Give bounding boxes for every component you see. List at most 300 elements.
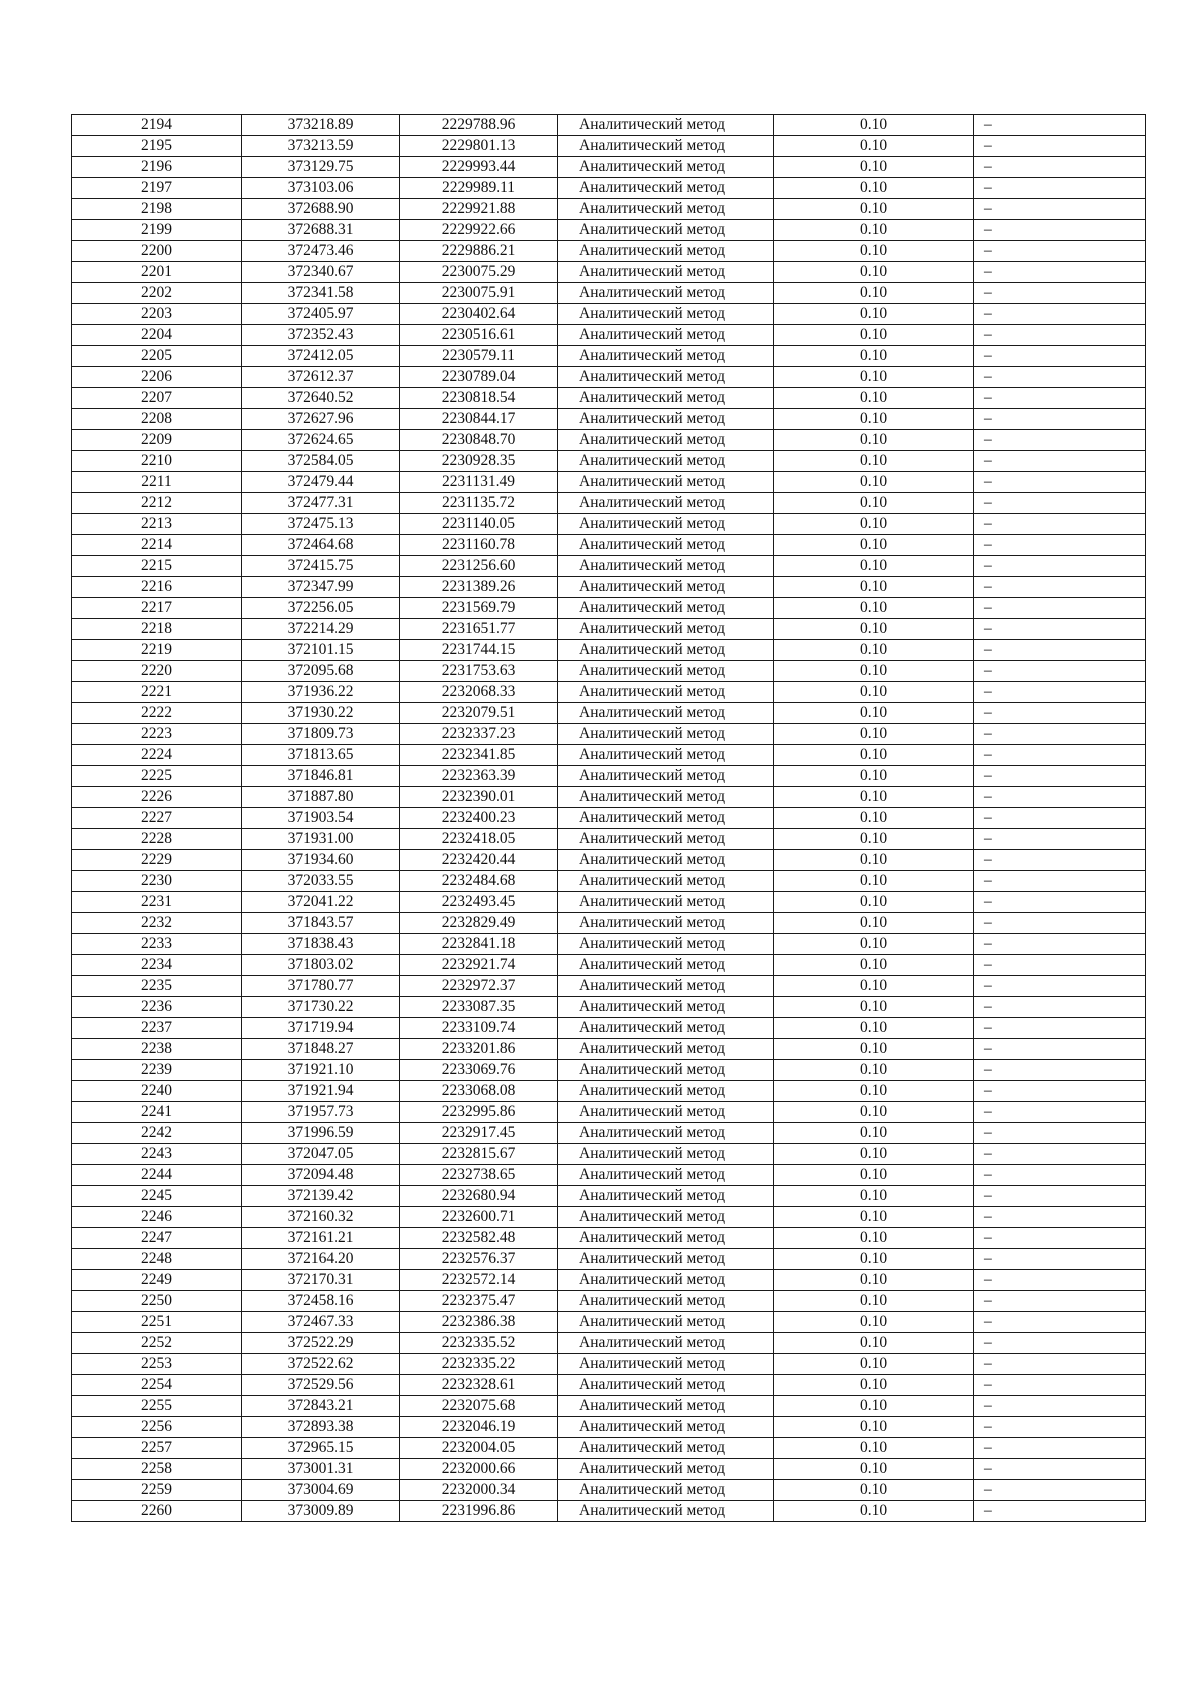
note-cell: – bbox=[974, 556, 1146, 577]
table-row bbox=[72, 1039, 1146, 1060]
table-row bbox=[72, 115, 1146, 136]
point-number-cell: 2211 bbox=[72, 472, 242, 493]
note-cell: – bbox=[974, 1312, 1146, 1333]
table-row bbox=[72, 178, 1146, 199]
y-coordinate-cell: 2230848.70 bbox=[400, 430, 558, 451]
x-coordinate-cell: 372347.99 bbox=[242, 577, 400, 598]
method-cell: Аналитический метод bbox=[558, 808, 774, 829]
table-row bbox=[72, 1501, 1146, 1522]
point-number-cell: 2254 bbox=[72, 1375, 242, 1396]
point-number-cell: 2233 bbox=[72, 934, 242, 955]
x-coordinate-cell: 372627.96 bbox=[242, 409, 400, 430]
note-cell: – bbox=[974, 1165, 1146, 1186]
table-row bbox=[72, 1144, 1146, 1165]
method-cell: Аналитический метод bbox=[558, 1165, 774, 1186]
table-row bbox=[72, 871, 1146, 892]
method-cell: Аналитический метод bbox=[558, 892, 774, 913]
table-row bbox=[72, 514, 1146, 535]
accuracy-cell: 0.10 bbox=[774, 283, 974, 304]
table-row bbox=[72, 1375, 1146, 1396]
x-coordinate-cell: 372843.21 bbox=[242, 1396, 400, 1417]
accuracy-cell: 0.10 bbox=[774, 1207, 974, 1228]
y-coordinate-cell: 2233069.76 bbox=[400, 1060, 558, 1081]
x-coordinate-cell: 372033.55 bbox=[242, 871, 400, 892]
method-cell: Аналитический метод bbox=[558, 1144, 774, 1165]
point-number-cell: 2246 bbox=[72, 1207, 242, 1228]
method-cell: Аналитический метод bbox=[558, 1102, 774, 1123]
table-row bbox=[72, 850, 1146, 871]
point-number-cell: 2239 bbox=[72, 1060, 242, 1081]
note-cell: – bbox=[974, 1417, 1146, 1438]
table-row bbox=[72, 1207, 1146, 1228]
accuracy-cell: 0.10 bbox=[774, 1144, 974, 1165]
table-row bbox=[72, 1480, 1146, 1501]
method-cell: Аналитический метод bbox=[558, 1018, 774, 1039]
accuracy-cell: 0.10 bbox=[774, 682, 974, 703]
point-number-cell: 2207 bbox=[72, 388, 242, 409]
note-cell: – bbox=[974, 1186, 1146, 1207]
point-number-cell: 2257 bbox=[72, 1438, 242, 1459]
table-row bbox=[72, 934, 1146, 955]
accuracy-cell: 0.10 bbox=[774, 1228, 974, 1249]
point-number-cell: 2198 bbox=[72, 199, 242, 220]
note-cell: – bbox=[974, 1291, 1146, 1312]
point-number-cell: 2240 bbox=[72, 1081, 242, 1102]
y-coordinate-cell: 2231744.15 bbox=[400, 640, 558, 661]
y-coordinate-cell: 2233087.35 bbox=[400, 997, 558, 1018]
accuracy-cell: 0.10 bbox=[774, 367, 974, 388]
y-coordinate-cell: 2233201.86 bbox=[400, 1039, 558, 1060]
note-cell: – bbox=[974, 871, 1146, 892]
method-cell: Аналитический метод bbox=[558, 997, 774, 1018]
table-row bbox=[72, 1228, 1146, 1249]
accuracy-cell: 0.10 bbox=[774, 199, 974, 220]
point-number-cell: 2201 bbox=[72, 262, 242, 283]
accuracy-cell: 0.10 bbox=[774, 472, 974, 493]
method-cell: Аналитический метод bbox=[558, 556, 774, 577]
method-cell: Аналитический метод bbox=[558, 220, 774, 241]
y-coordinate-cell: 2232680.94 bbox=[400, 1186, 558, 1207]
accuracy-cell: 0.10 bbox=[774, 1039, 974, 1060]
table-row bbox=[72, 535, 1146, 556]
point-number-cell: 2251 bbox=[72, 1312, 242, 1333]
method-cell: Аналитический метод bbox=[558, 1375, 774, 1396]
method-cell: Аналитический метод bbox=[558, 1459, 774, 1480]
note-cell: – bbox=[974, 913, 1146, 934]
method-cell: Аналитический метод bbox=[558, 1312, 774, 1333]
table-row bbox=[72, 1438, 1146, 1459]
method-cell: Аналитический метод bbox=[558, 1270, 774, 1291]
note-cell: – bbox=[974, 136, 1146, 157]
table-row bbox=[72, 409, 1146, 430]
x-coordinate-cell: 372965.15 bbox=[242, 1438, 400, 1459]
accuracy-cell: 0.10 bbox=[774, 871, 974, 892]
method-cell: Аналитический метод bbox=[558, 367, 774, 388]
table-row bbox=[72, 325, 1146, 346]
point-number-cell: 2236 bbox=[72, 997, 242, 1018]
y-coordinate-cell: 2231389.26 bbox=[400, 577, 558, 598]
method-cell: Аналитический метод bbox=[558, 724, 774, 745]
table-row bbox=[72, 1060, 1146, 1081]
x-coordinate-cell: 372095.68 bbox=[242, 661, 400, 682]
y-coordinate-cell: 2231131.49 bbox=[400, 472, 558, 493]
table-row bbox=[72, 1312, 1146, 1333]
method-cell: Аналитический метод bbox=[558, 1081, 774, 1102]
x-coordinate-cell: 371780.77 bbox=[242, 976, 400, 997]
accuracy-cell: 0.10 bbox=[774, 619, 974, 640]
note-cell: – bbox=[974, 1480, 1146, 1501]
point-number-cell: 2194 bbox=[72, 115, 242, 136]
x-coordinate-cell: 373009.89 bbox=[242, 1501, 400, 1522]
x-coordinate-cell: 372041.22 bbox=[242, 892, 400, 913]
y-coordinate-cell: 2232375.47 bbox=[400, 1291, 558, 1312]
note-cell: – bbox=[974, 241, 1146, 262]
point-number-cell: 2196 bbox=[72, 157, 242, 178]
table-row bbox=[72, 976, 1146, 997]
y-coordinate-cell: 2229886.21 bbox=[400, 241, 558, 262]
x-coordinate-cell: 372170.31 bbox=[242, 1270, 400, 1291]
method-cell: Аналитический метод bbox=[558, 304, 774, 325]
table-row bbox=[72, 451, 1146, 472]
x-coordinate-cell: 371921.94 bbox=[242, 1081, 400, 1102]
table-row bbox=[72, 766, 1146, 787]
y-coordinate-cell: 2232841.18 bbox=[400, 934, 558, 955]
x-coordinate-cell: 372893.38 bbox=[242, 1417, 400, 1438]
point-number-cell: 2228 bbox=[72, 829, 242, 850]
note-cell: – bbox=[974, 409, 1146, 430]
note-cell: – bbox=[974, 1102, 1146, 1123]
method-cell: Аналитический метод bbox=[558, 1228, 774, 1249]
point-number-cell: 2260 bbox=[72, 1501, 242, 1522]
y-coordinate-cell: 2232390.01 bbox=[400, 787, 558, 808]
accuracy-cell: 0.10 bbox=[774, 388, 974, 409]
note-cell: – bbox=[974, 1396, 1146, 1417]
note-cell: – bbox=[974, 1039, 1146, 1060]
table-row bbox=[72, 367, 1146, 388]
method-cell: Аналитический метод bbox=[558, 1186, 774, 1207]
x-coordinate-cell: 371719.94 bbox=[242, 1018, 400, 1039]
method-cell: Аналитический метод bbox=[558, 913, 774, 934]
y-coordinate-cell: 2232337.23 bbox=[400, 724, 558, 745]
point-number-cell: 2248 bbox=[72, 1249, 242, 1270]
x-coordinate-cell: 372101.15 bbox=[242, 640, 400, 661]
table-row bbox=[72, 892, 1146, 913]
method-cell: Аналитический метод bbox=[558, 493, 774, 514]
table-row bbox=[72, 808, 1146, 829]
note-cell: – bbox=[974, 1438, 1146, 1459]
note-cell: – bbox=[974, 1333, 1146, 1354]
y-coordinate-cell: 2232000.66 bbox=[400, 1459, 558, 1480]
x-coordinate-cell: 371957.73 bbox=[242, 1102, 400, 1123]
method-cell: Аналитический метод bbox=[558, 535, 774, 556]
method-cell: Аналитический метод bbox=[558, 409, 774, 430]
point-number-cell: 2244 bbox=[72, 1165, 242, 1186]
method-cell: Аналитический метод bbox=[558, 829, 774, 850]
method-cell: Аналитический метод bbox=[558, 871, 774, 892]
x-coordinate-cell: 371730.22 bbox=[242, 997, 400, 1018]
note-cell: – bbox=[974, 1081, 1146, 1102]
x-coordinate-cell: 371887.80 bbox=[242, 787, 400, 808]
method-cell: Аналитический метод bbox=[558, 955, 774, 976]
table-row bbox=[72, 1459, 1146, 1480]
method-cell: Аналитический метод bbox=[558, 1354, 774, 1375]
point-number-cell: 2235 bbox=[72, 976, 242, 997]
method-cell: Аналитический метод bbox=[558, 640, 774, 661]
point-number-cell: 2204 bbox=[72, 325, 242, 346]
note-cell: – bbox=[974, 283, 1146, 304]
point-number-cell: 2238 bbox=[72, 1039, 242, 1060]
accuracy-cell: 0.10 bbox=[774, 451, 974, 472]
y-coordinate-cell: 2231651.77 bbox=[400, 619, 558, 640]
x-coordinate-cell: 371934.60 bbox=[242, 850, 400, 871]
table-row bbox=[72, 745, 1146, 766]
method-cell: Аналитический метод bbox=[558, 934, 774, 955]
y-coordinate-cell: 2232079.51 bbox=[400, 703, 558, 724]
x-coordinate-cell: 372139.42 bbox=[242, 1186, 400, 1207]
method-cell: Аналитический метод bbox=[558, 472, 774, 493]
point-number-cell: 2213 bbox=[72, 514, 242, 535]
x-coordinate-cell: 373213.59 bbox=[242, 136, 400, 157]
note-cell: – bbox=[974, 430, 1146, 451]
note-cell: – bbox=[974, 472, 1146, 493]
x-coordinate-cell: 371809.73 bbox=[242, 724, 400, 745]
point-number-cell: 2256 bbox=[72, 1417, 242, 1438]
point-number-cell: 2200 bbox=[72, 241, 242, 262]
method-cell: Аналитический метод bbox=[558, 1123, 774, 1144]
x-coordinate-cell: 371843.57 bbox=[242, 913, 400, 934]
accuracy-cell: 0.10 bbox=[774, 1312, 974, 1333]
y-coordinate-cell: 2229922.66 bbox=[400, 220, 558, 241]
method-cell: Аналитический метод bbox=[558, 850, 774, 871]
point-number-cell: 2250 bbox=[72, 1291, 242, 1312]
x-coordinate-cell: 372256.05 bbox=[242, 598, 400, 619]
point-number-cell: 2234 bbox=[72, 955, 242, 976]
table-row bbox=[72, 304, 1146, 325]
table-row bbox=[72, 1396, 1146, 1417]
method-cell: Аналитический метод bbox=[558, 1060, 774, 1081]
x-coordinate-cell: 372467.33 bbox=[242, 1312, 400, 1333]
accuracy-cell: 0.10 bbox=[774, 787, 974, 808]
accuracy-cell: 0.10 bbox=[774, 850, 974, 871]
note-cell: – bbox=[974, 1123, 1146, 1144]
table-row bbox=[72, 556, 1146, 577]
point-number-cell: 2197 bbox=[72, 178, 242, 199]
point-number-cell: 2220 bbox=[72, 661, 242, 682]
accuracy-cell: 0.10 bbox=[774, 1081, 974, 1102]
y-coordinate-cell: 2229993.44 bbox=[400, 157, 558, 178]
point-number-cell: 2205 bbox=[72, 346, 242, 367]
point-number-cell: 2231 bbox=[72, 892, 242, 913]
point-number-cell: 2249 bbox=[72, 1270, 242, 1291]
note-cell: – bbox=[974, 976, 1146, 997]
table-row bbox=[72, 682, 1146, 703]
method-cell: Аналитический метод bbox=[558, 136, 774, 157]
point-number-cell: 2223 bbox=[72, 724, 242, 745]
x-coordinate-cell: 372612.37 bbox=[242, 367, 400, 388]
point-number-cell: 2226 bbox=[72, 787, 242, 808]
accuracy-cell: 0.10 bbox=[774, 1501, 974, 1522]
y-coordinate-cell: 2232335.52 bbox=[400, 1333, 558, 1354]
accuracy-cell: 0.10 bbox=[774, 598, 974, 619]
y-coordinate-cell: 2231135.72 bbox=[400, 493, 558, 514]
y-coordinate-cell: 2230928.35 bbox=[400, 451, 558, 472]
note-cell: – bbox=[974, 808, 1146, 829]
note-cell: – bbox=[974, 346, 1146, 367]
accuracy-cell: 0.10 bbox=[774, 1333, 974, 1354]
note-cell: – bbox=[974, 535, 1146, 556]
note-cell: – bbox=[974, 1249, 1146, 1270]
note-cell: – bbox=[974, 724, 1146, 745]
accuracy-cell: 0.10 bbox=[774, 1375, 974, 1396]
x-coordinate-cell: 372340.67 bbox=[242, 262, 400, 283]
accuracy-cell: 0.10 bbox=[774, 892, 974, 913]
note-cell: – bbox=[974, 1354, 1146, 1375]
table-row bbox=[72, 1270, 1146, 1291]
y-coordinate-cell: 2232341.85 bbox=[400, 745, 558, 766]
note-cell: – bbox=[974, 157, 1146, 178]
table-row bbox=[72, 1354, 1146, 1375]
x-coordinate-cell: 372164.20 bbox=[242, 1249, 400, 1270]
y-coordinate-cell: 2230075.91 bbox=[400, 283, 558, 304]
method-cell: Аналитический метод bbox=[558, 682, 774, 703]
point-number-cell: 2218 bbox=[72, 619, 242, 640]
point-number-cell: 2230 bbox=[72, 871, 242, 892]
method-cell: Аналитический метод bbox=[558, 325, 774, 346]
note-cell: – bbox=[974, 199, 1146, 220]
note-cell: – bbox=[974, 682, 1146, 703]
y-coordinate-cell: 2233109.74 bbox=[400, 1018, 558, 1039]
accuracy-cell: 0.10 bbox=[774, 1396, 974, 1417]
table-row bbox=[72, 1018, 1146, 1039]
x-coordinate-cell: 372352.43 bbox=[242, 325, 400, 346]
y-coordinate-cell: 2232075.68 bbox=[400, 1396, 558, 1417]
note-cell: – bbox=[974, 829, 1146, 850]
x-coordinate-cell: 372341.58 bbox=[242, 283, 400, 304]
x-coordinate-cell: 372415.75 bbox=[242, 556, 400, 577]
accuracy-cell: 0.10 bbox=[774, 934, 974, 955]
y-coordinate-cell: 2232420.44 bbox=[400, 850, 558, 871]
note-cell: – bbox=[974, 934, 1146, 955]
x-coordinate-cell: 372477.31 bbox=[242, 493, 400, 514]
y-coordinate-cell: 2232418.05 bbox=[400, 829, 558, 850]
point-number-cell: 2253 bbox=[72, 1354, 242, 1375]
note-cell: – bbox=[974, 1501, 1146, 1522]
x-coordinate-cell: 372475.13 bbox=[242, 514, 400, 535]
table-row bbox=[72, 1291, 1146, 1312]
point-number-cell: 2242 bbox=[72, 1123, 242, 1144]
y-coordinate-cell: 2229921.88 bbox=[400, 199, 558, 220]
accuracy-cell: 0.10 bbox=[774, 1249, 974, 1270]
point-number-cell: 2199 bbox=[72, 220, 242, 241]
y-coordinate-cell: 2230844.17 bbox=[400, 409, 558, 430]
x-coordinate-cell: 372214.29 bbox=[242, 619, 400, 640]
accuracy-cell: 0.10 bbox=[774, 430, 974, 451]
x-coordinate-cell: 372522.29 bbox=[242, 1333, 400, 1354]
point-number-cell: 2210 bbox=[72, 451, 242, 472]
table-row bbox=[72, 1165, 1146, 1186]
note-cell: – bbox=[974, 619, 1146, 640]
accuracy-cell: 0.10 bbox=[774, 577, 974, 598]
point-number-cell: 2259 bbox=[72, 1480, 242, 1501]
x-coordinate-cell: 372458.16 bbox=[242, 1291, 400, 1312]
method-cell: Аналитический метод bbox=[558, 157, 774, 178]
point-number-cell: 2219 bbox=[72, 640, 242, 661]
method-cell: Аналитический метод bbox=[558, 1396, 774, 1417]
y-coordinate-cell: 2232328.61 bbox=[400, 1375, 558, 1396]
y-coordinate-cell: 2231160.78 bbox=[400, 535, 558, 556]
accuracy-cell: 0.10 bbox=[774, 1480, 974, 1501]
x-coordinate-cell: 371813.65 bbox=[242, 745, 400, 766]
x-coordinate-cell: 372464.68 bbox=[242, 535, 400, 556]
y-coordinate-cell: 2229788.96 bbox=[400, 115, 558, 136]
y-coordinate-cell: 2232917.45 bbox=[400, 1123, 558, 1144]
accuracy-cell: 0.10 bbox=[774, 997, 974, 1018]
y-coordinate-cell: 2230789.04 bbox=[400, 367, 558, 388]
note-cell: – bbox=[974, 367, 1146, 388]
method-cell: Аналитический метод bbox=[558, 577, 774, 598]
accuracy-cell: 0.10 bbox=[774, 955, 974, 976]
y-coordinate-cell: 2232363.39 bbox=[400, 766, 558, 787]
point-number-cell: 2202 bbox=[72, 283, 242, 304]
table-row bbox=[72, 829, 1146, 850]
method-cell: Аналитический метод bbox=[558, 199, 774, 220]
table-row bbox=[72, 598, 1146, 619]
accuracy-cell: 0.10 bbox=[774, 703, 974, 724]
note-cell: – bbox=[974, 955, 1146, 976]
accuracy-cell: 0.10 bbox=[774, 556, 974, 577]
coordinates-table-body bbox=[72, 115, 1146, 1522]
y-coordinate-cell: 2232335.22 bbox=[400, 1354, 558, 1375]
method-cell: Аналитический метод bbox=[558, 283, 774, 304]
accuracy-cell: 0.10 bbox=[774, 346, 974, 367]
note-cell: – bbox=[974, 1060, 1146, 1081]
accuracy-cell: 0.10 bbox=[774, 1270, 974, 1291]
accuracy-cell: 0.10 bbox=[774, 808, 974, 829]
point-number-cell: 2247 bbox=[72, 1228, 242, 1249]
note-cell: – bbox=[974, 1459, 1146, 1480]
accuracy-cell: 0.10 bbox=[774, 913, 974, 934]
method-cell: Аналитический метод bbox=[558, 430, 774, 451]
y-coordinate-cell: 2232046.19 bbox=[400, 1417, 558, 1438]
point-number-cell: 2221 bbox=[72, 682, 242, 703]
table-row bbox=[72, 388, 1146, 409]
table-row bbox=[72, 262, 1146, 283]
x-coordinate-cell: 371903.54 bbox=[242, 808, 400, 829]
x-coordinate-cell: 372529.56 bbox=[242, 1375, 400, 1396]
accuracy-cell: 0.10 bbox=[774, 136, 974, 157]
accuracy-cell: 0.10 bbox=[774, 535, 974, 556]
note-cell: – bbox=[974, 766, 1146, 787]
x-coordinate-cell: 372161.21 bbox=[242, 1228, 400, 1249]
x-coordinate-cell: 373001.31 bbox=[242, 1459, 400, 1480]
y-coordinate-cell: 2232582.48 bbox=[400, 1228, 558, 1249]
accuracy-cell: 0.10 bbox=[774, 304, 974, 325]
y-coordinate-cell: 2232995.86 bbox=[400, 1102, 558, 1123]
accuracy-cell: 0.10 bbox=[774, 976, 974, 997]
x-coordinate-cell: 371803.02 bbox=[242, 955, 400, 976]
x-coordinate-cell: 372479.44 bbox=[242, 472, 400, 493]
x-coordinate-cell: 372640.52 bbox=[242, 388, 400, 409]
accuracy-cell: 0.10 bbox=[774, 1102, 974, 1123]
note-cell: – bbox=[974, 262, 1146, 283]
y-coordinate-cell: 2231996.86 bbox=[400, 1501, 558, 1522]
y-coordinate-cell: 2232921.74 bbox=[400, 955, 558, 976]
x-coordinate-cell: 372688.90 bbox=[242, 199, 400, 220]
table-row bbox=[72, 724, 1146, 745]
note-cell: – bbox=[974, 388, 1146, 409]
table-row bbox=[72, 136, 1146, 157]
table-row bbox=[72, 661, 1146, 682]
